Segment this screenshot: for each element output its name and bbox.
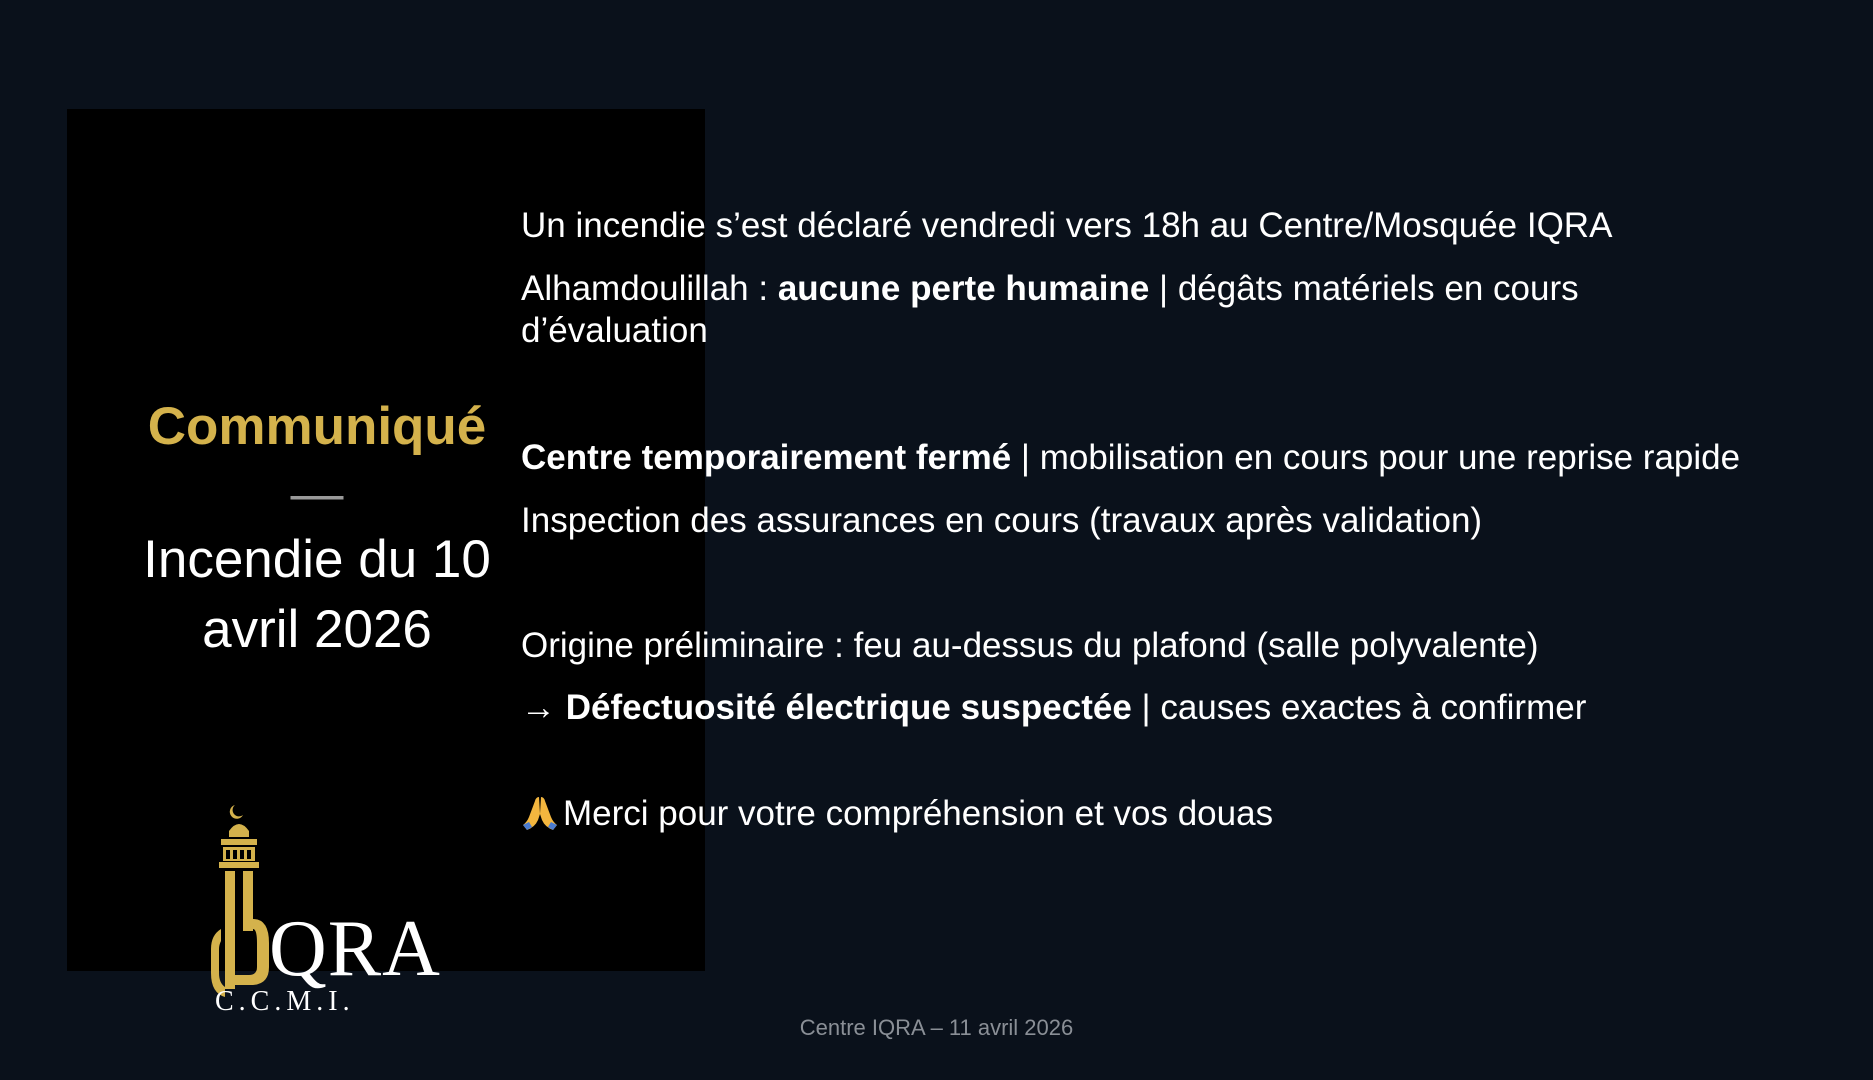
paragraph-insurance: [521, 500, 1482, 542]
paragraph-cause: [521, 687, 1586, 729]
paragraph-casualties: [521, 268, 1721, 352]
paragraph-incident: [521, 205, 1612, 247]
minaret-icon: [207, 799, 277, 999]
slide-footer: Centre IQRA – 11 avril 2026: [799, 1015, 1074, 1040]
praying-hands-icon: [521, 793, 559, 831]
logo-wordmark: QRA: [269, 905, 441, 993]
arrow-glyph: →: [521, 688, 566, 727]
paragraph-suffix: | mobilisation en cours pour une reprise rapide: [1011, 438, 1741, 477]
iqra-logo: [207, 799, 447, 1024]
paragraph-text: Origine préliminaire : feu au-dessus du plafond (salle polyvalente): [521, 626, 1539, 665]
paragraph-thanks: [521, 793, 1273, 835]
title-block: [67, 392, 567, 664]
paragraph-bold: Centre temporairement fermé: [521, 438, 1012, 477]
title-separator: —: [290, 464, 344, 523]
paragraph-text: Un incendie s’est déclaré vendredi vers 18h au Centre/Mosquée IQRA: [521, 206, 1613, 245]
paragraph-origin: [521, 625, 1539, 667]
paragraph-suffix: | causes exactes à confirmer: [1131, 688, 1587, 727]
paragraph-text: Merci pour votre compréhension et vos douas: [563, 794, 1274, 833]
logo-subtitle: C.C.M.I.: [215, 986, 355, 1017]
paragraph-prefix: Alhamdoulillah :: [521, 269, 778, 308]
paragraph-bold: Défectuosité électrique suspectée: [565, 688, 1132, 727]
slide-subtitle-line-1: Incendie du 10: [143, 530, 491, 589]
slide-title: Communiqué: [147, 397, 487, 456]
slide-subtitle-line-2: avril 2026: [202, 600, 432, 659]
paragraph-text: Inspection des assurances en cours (travaux après validation): [521, 501, 1483, 540]
paragraph-bold: aucune perte humaine: [777, 269, 1150, 308]
paragraph-suffix: | dégâts matériels en cours d’évaluation: [521, 269, 1579, 350]
paragraph-closure: [521, 437, 1740, 479]
